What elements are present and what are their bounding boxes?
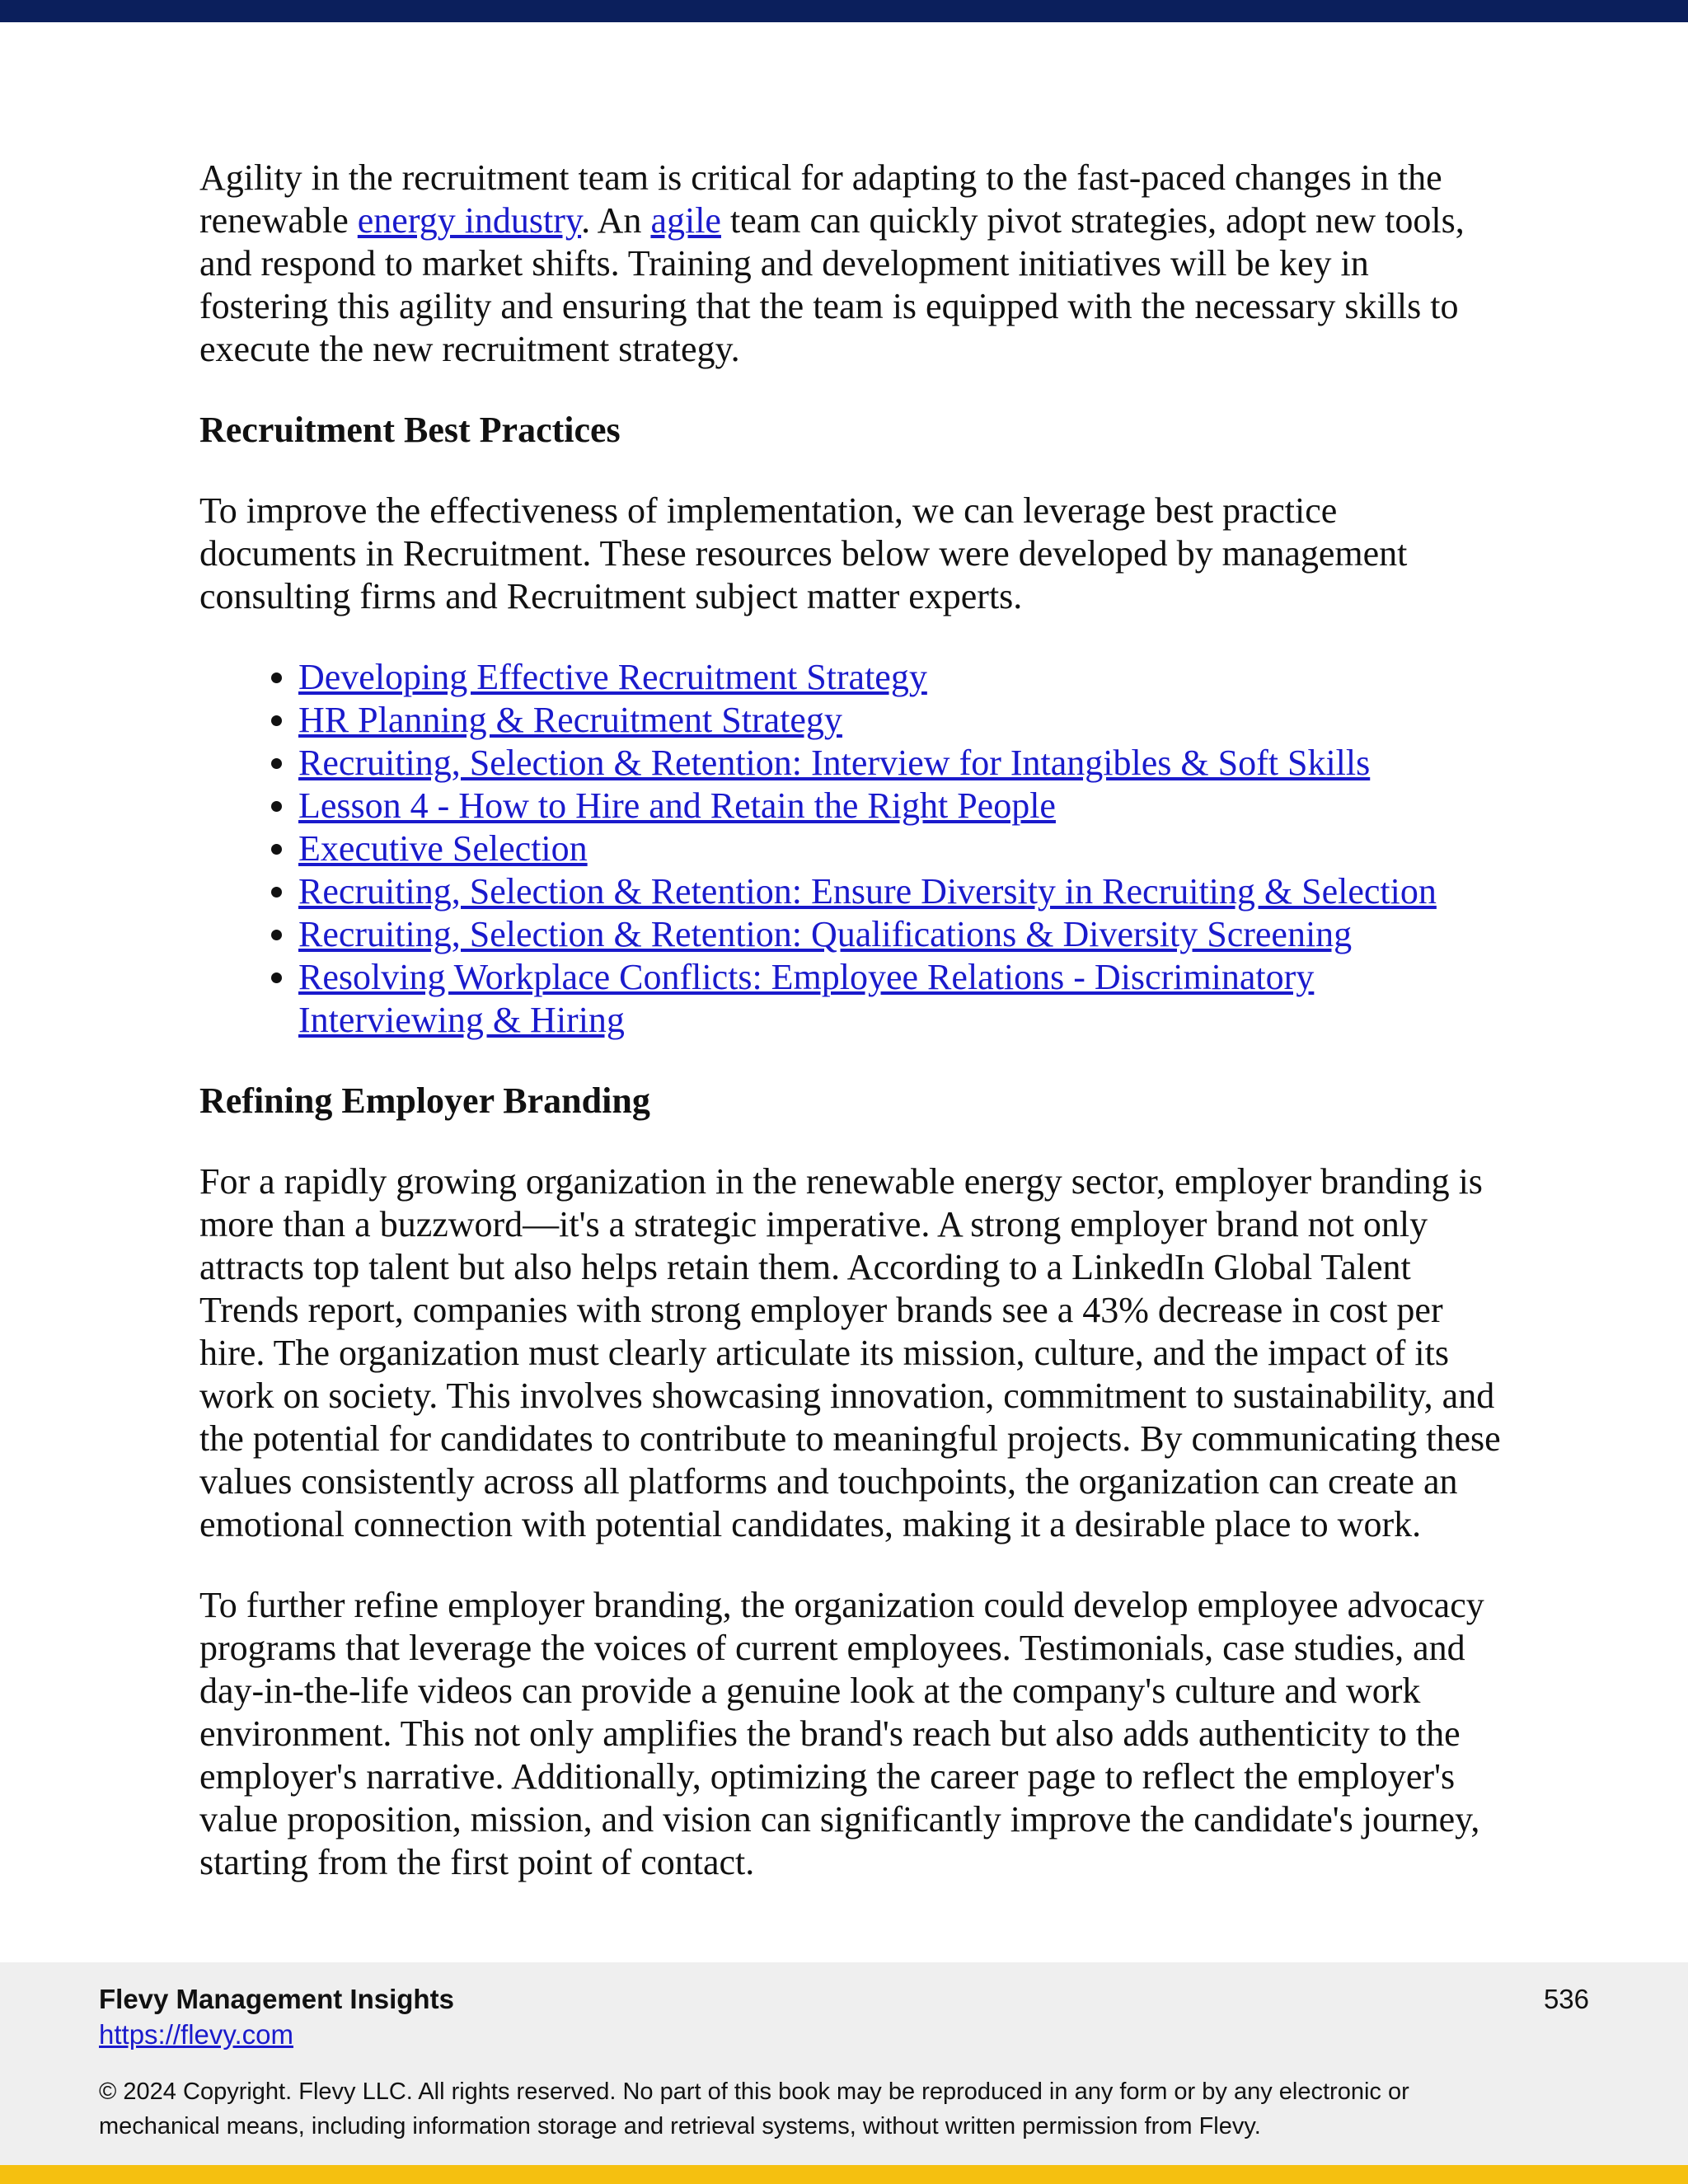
footer-brand: Flevy Management Insights xyxy=(99,1984,454,2014)
best-practice-link[interactable]: Recruiting, Selection & Retention: Ensure Diversity in Recruiting & Selection xyxy=(298,871,1437,912)
list-item xyxy=(298,699,1502,742)
best-practice-link[interactable]: Recruiting, Selection & Retention: Interview for Intangibles & Soft Skills xyxy=(298,743,1371,783)
page-number: 536 xyxy=(1543,1984,1589,2014)
footer-url-link[interactable]: https://flevy.com xyxy=(99,2019,293,2050)
link-energy-industry[interactable]: energy industry xyxy=(357,200,582,241)
list-item xyxy=(298,742,1502,785)
paragraph-text: Agility in the recruitment team is critical for adapting to the fast-paced changes in the renewable xyxy=(199,157,1442,241)
paragraph-text: team can quickly pivot strategies, adopt new tools, and respond to market shifts. Training and development initiatives will be key in fostering this agility and ensuring that the team is equipped with the necessary skills to execute the new recruitment strategy. xyxy=(199,200,1465,369)
footer-url-container xyxy=(99,2019,293,2050)
heading-recruitment-best-practices: Recruitment Best Practices xyxy=(199,410,621,450)
best-practice-link[interactable]: Recruiting, Selection & Retention: Qualifications & Diversity Screening xyxy=(298,914,1353,954)
paragraph-branding-1: For a rapidly growing organization in the renewable energy sector, employer branding is more than a buzzword—it's a strategic imperative. A strong employer brand not only attracts top talent but also helps retain them. According to a LinkedIn Global Talent Trends report, companies with strong employer brands see a 43% decrease in cost per hire. The organization must clearly articulate its mission, culture, and the impact of its work on society. This involves showcasing innovation, commitment to sustainability, and the potential for candidates to contribute to meaningful projects. By communicating these values consistently across all platforms and touchpoints, the organization can create an emotional connection with potential candidates, making it a desirable place to work. xyxy=(199,1161,1501,1544)
best-practice-link[interactable]: HR Planning & Recruitment Strategy xyxy=(298,700,842,740)
top-accent-bar xyxy=(0,0,1688,22)
heading-refining-employer-branding: Refining Employer Branding xyxy=(199,1080,650,1121)
list-item xyxy=(298,870,1502,913)
link-agile[interactable]: agile xyxy=(650,200,721,241)
best-practice-link[interactable]: Lesson 4 - How to Hire and Retain the Right People xyxy=(298,785,1056,826)
paragraph-best-practices-intro: To improve the effectiveness of implementation, we can leverage best practice documents in Recruitment. These resources below were developed by management consulting firms and Recruitment subject matter experts. xyxy=(199,490,1408,616)
best-practice-link-list xyxy=(199,656,1502,1042)
paragraph-text: . An xyxy=(581,200,651,241)
list-item xyxy=(298,827,1502,870)
bottom-accent-bar xyxy=(0,2165,1688,2184)
list-item xyxy=(298,785,1502,827)
list-item xyxy=(298,913,1502,956)
paragraph-agility xyxy=(199,157,1502,371)
best-practice-link[interactable]: Resolving Workplace Conflicts: Employee Relations - Discriminatory Interviewing & Hiring xyxy=(298,957,1315,1040)
footer-copyright: © 2024 Copyright. Flevy LLC. All rights reserved. No part of this book may be reproduced in any form or by any electronic or mechanical means, including information storage and retrieval systems, without written permission from Flevy. xyxy=(99,2079,1409,2139)
best-practice-link[interactable]: Developing Effective Recruitment Strategy xyxy=(298,657,927,697)
list-item xyxy=(298,656,1502,699)
page-footer xyxy=(0,1962,1688,2165)
page-content xyxy=(199,157,1502,1922)
best-practice-link[interactable]: Executive Selection xyxy=(298,828,588,869)
list-item xyxy=(298,956,1502,1042)
paragraph-branding-2: To further refine employer branding, the organization could develop employee advocacy programs that leverage the voices of current employees. Testimonials, case studies, and day-in-the-life videos can provide a genuine look at the company's culture and work environment. This not only amplifies the brand's reach but also adds authenticity to the employer's narrative. Additionally, optimizing the career page to reflect the employer's value proposition, mission, and vision can significantly improve the candidate's journey, starting from the first point of contact. xyxy=(199,1585,1484,1882)
